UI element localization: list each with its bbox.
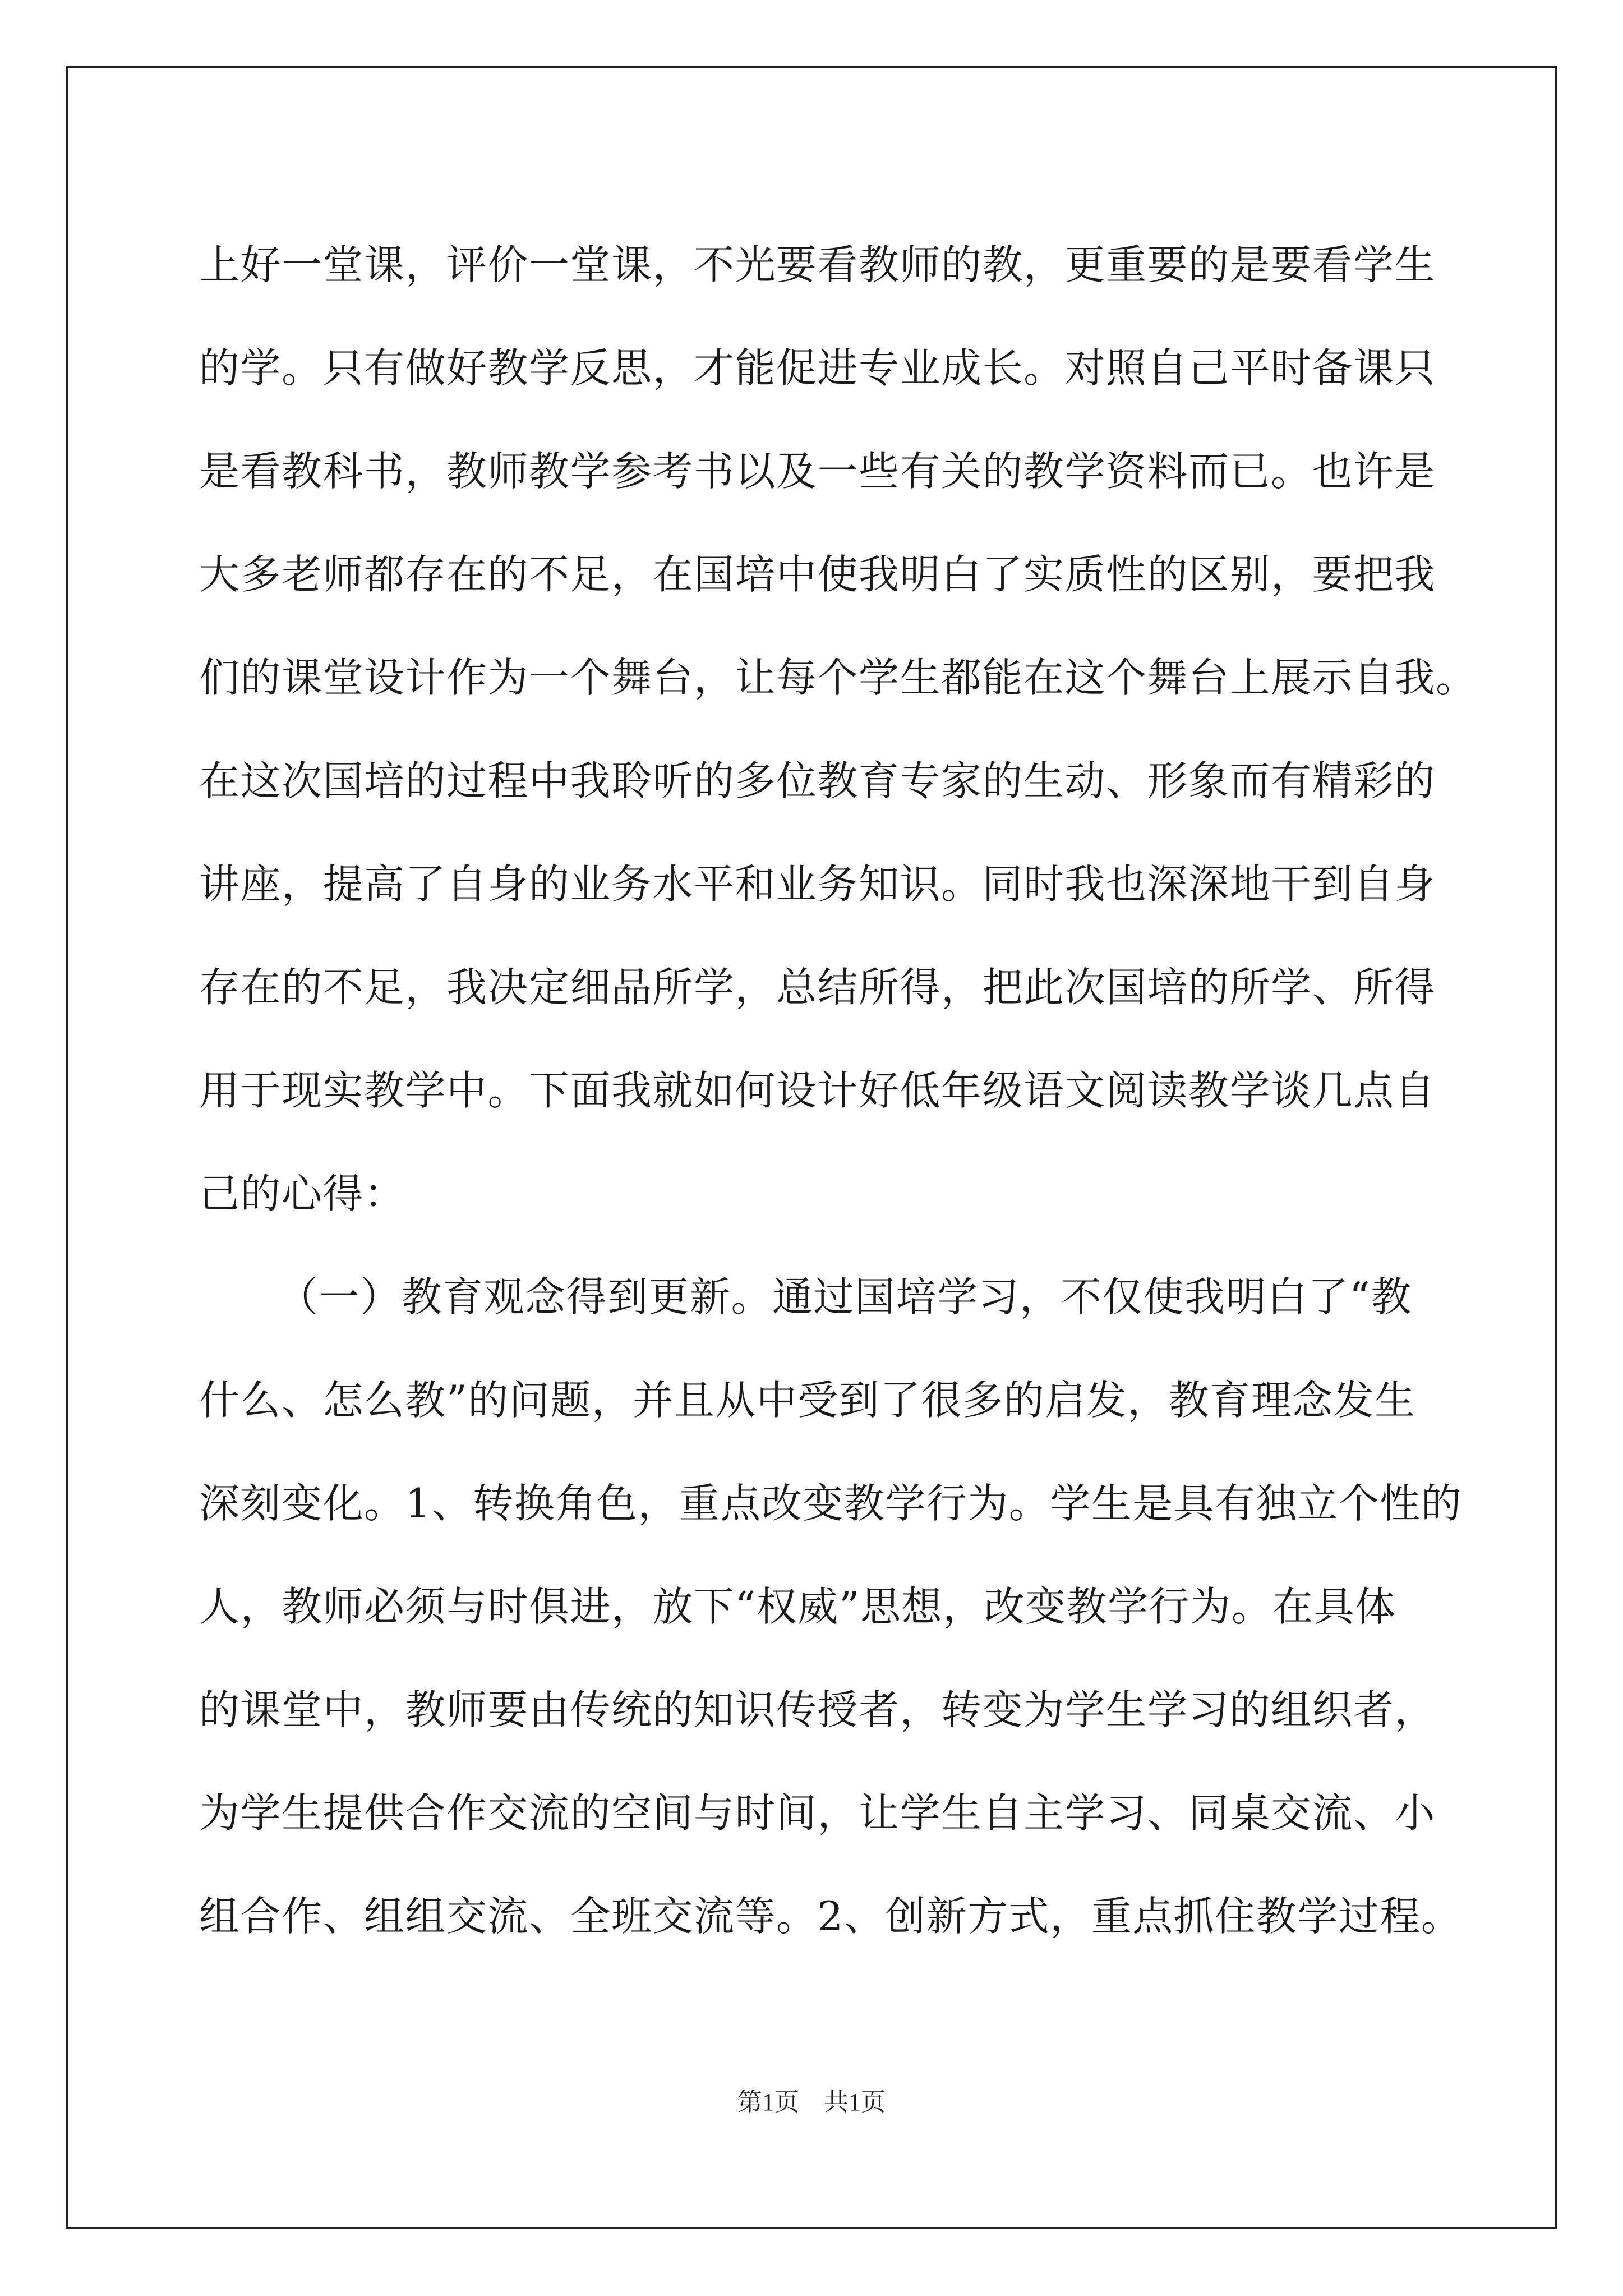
text-line: 上好一堂课，评价一堂课，不光要看教师的教，更重要的是要看学生 bbox=[199, 241, 1436, 288]
text-line: 的课堂中，教师要由传统的知识传授者，转变为学生学习的组织者， bbox=[199, 1686, 1436, 1733]
text-line: 人，教师必须与时俱进，放下“权威”思想，改变教学行为。在具体 bbox=[199, 1583, 1396, 1630]
text-line: 己的心得： bbox=[199, 1170, 405, 1217]
text-line: 组合作、组组交流、全班交流等。2、创新方式，重点抓住教学过程。 bbox=[199, 1893, 1463, 1940]
text-line: 的学。只有做好教学反思，才能促进专业成长。对照自己平时备课只 bbox=[199, 344, 1436, 392]
text-line: 大多老师都存在的不足，在国培中使我明白了实质性的区别，要把我 bbox=[199, 551, 1436, 598]
text-line: 是看教科书，教师教学参考书以及一些有关的教学资料而已。也许是 bbox=[199, 448, 1436, 495]
text-line: 存在的不足，我决定细品所学，总结所得，把此次国培的所学、所得 bbox=[199, 964, 1436, 1011]
text-line: 为学生提供合作交流的空间与时间，让学生自主学习、同桌交流、小 bbox=[199, 1789, 1436, 1837]
text-line: 深刻变化。1、转换角色，重点改变教学行为。学生是具有独立个性的 bbox=[199, 1480, 1463, 1527]
page-number-footer: 第1页 共1页 bbox=[737, 2088, 886, 2116]
text-line: 们的课堂设计作为一个舞台，让每个学生都能在这个舞台上展示自我。 bbox=[199, 654, 1477, 701]
text-line: 什么、怎么教”的问题，并且从中受到了很多的启发，教育理念发生 bbox=[199, 1377, 1416, 1424]
text-line: 在这次国培的过程中我聆听的多位教育专家的生动、形象而有精彩的 bbox=[199, 757, 1436, 804]
document-body bbox=[199, 213, 1477, 1968]
text-line: 讲座，提高了自身的业务水平和业务知识。同时我也深深地干到自身 bbox=[199, 861, 1436, 908]
text-line: 用于现实教学中。下面我就如何设计好低年级语文阅读教学谈几点自 bbox=[199, 1067, 1436, 1114]
paragraph-start-line: （一）教育观念得到更新。通过国培学习，不仅使我明白了“教 bbox=[278, 1273, 1412, 1320]
